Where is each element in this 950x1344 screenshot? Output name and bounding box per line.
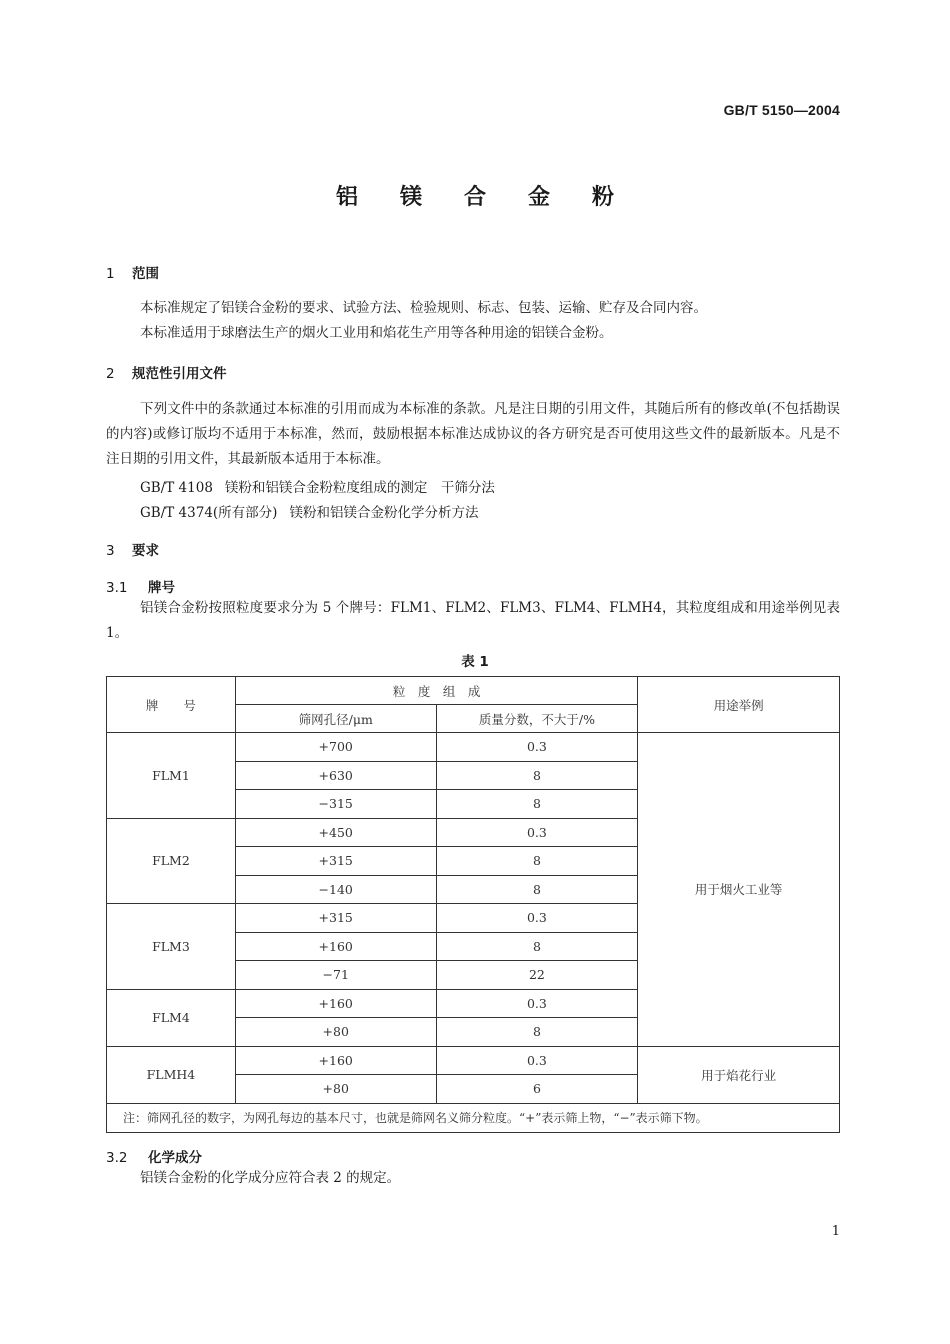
- section-1-paragraph-1: 本标准规定了铝镁合金粉的要求、试验方法、检验规则、标志、包装、运输、贮存及合同内容。: [140, 300, 707, 316]
- section-3-2-paragraph: 铝镁合金粉的化学成分应符合表 2 的规定。: [140, 1170, 401, 1186]
- sieve-cell: +160: [235, 989, 436, 1018]
- sieve-cell: −71: [235, 961, 436, 990]
- mass-cell: 0.3: [436, 818, 638, 847]
- header-sieve: 筛网孔径/μm: [235, 705, 436, 733]
- reference-2: [140, 501, 478, 521]
- grade-cell: FLM1: [107, 733, 236, 819]
- grade-table: [106, 676, 840, 1133]
- sieve-cell: +630: [235, 761, 436, 790]
- sieve-cell: −315: [235, 790, 436, 819]
- mass-cell: 8: [436, 761, 638, 790]
- mass-cell: 8: [436, 790, 638, 819]
- usage-cell: 用于焰花行业: [638, 1046, 840, 1103]
- table-row: [107, 1046, 840, 1075]
- standard-code: GB/T 5150—2004: [723, 102, 840, 118]
- section-number: 3.1: [106, 580, 128, 596]
- section-3-2-heading: [106, 1146, 202, 1166]
- reference-title: 镁粉和铝镁合金粉化学分析方法: [289, 505, 479, 521]
- sieve-cell: +450: [235, 818, 436, 847]
- section-title: 范围: [132, 266, 159, 282]
- mass-cell: 8: [436, 1018, 638, 1047]
- page-number: 1: [831, 1224, 840, 1239]
- section-title: 要求: [132, 543, 159, 559]
- sieve-cell: +80: [235, 1018, 436, 1047]
- section-2-paragraph-1: 下列文件中的条款通过本标准的引用而成为本标准的条款。凡是注日期的引用文件，其随后所有的修改单(不包括勘误的内容)或修订版均不适用于本标准，然而，鼓励根据本标准达成协议的各方研究是否可使用这些文件的最新版本。凡是不注日期的引用文件，其最新版本适用于本标准。: [106, 401, 840, 467]
- mass-cell: 8: [436, 875, 638, 904]
- table-note-row: [107, 1103, 840, 1132]
- section-3-1-paragraph: 铝镁合金粉按照粒度要求分为 5 个牌号：FLM1、FLM2、FLM3、FLM4、FLMH4，其粒度组成和用途举例见表 1。: [106, 600, 840, 641]
- section-2-heading: [106, 362, 227, 382]
- section-1-heading: [106, 262, 159, 282]
- reference-code: GB/T 4374(所有部分): [140, 505, 278, 521]
- sieve-cell: +315: [235, 904, 436, 933]
- reference-title: 镁粉和铝镁合金粉粒度组成的测定 干筛分法: [224, 480, 495, 496]
- section-3-heading: [106, 539, 159, 559]
- document-title: 铝镁合金粉: [335, 185, 656, 210]
- mass-cell: 0.3: [436, 1046, 638, 1075]
- mass-cell: 8: [436, 847, 638, 876]
- sieve-cell: −140: [235, 875, 436, 904]
- mass-cell: 6: [436, 1075, 638, 1104]
- grade-cell: FLM3: [107, 904, 236, 990]
- mass-cell: 0.3: [436, 904, 638, 933]
- section-number: 1: [106, 266, 115, 282]
- section-number: 3.2: [106, 1150, 128, 1166]
- section-1-paragraph-2: 本标准适用于球磨法生产的烟火工业用和焰花生产用等各种用途的铝镁合金粉。: [140, 325, 613, 341]
- section-title: 化学成分: [148, 1150, 202, 1166]
- reference-code: GB/T 4108: [140, 480, 213, 496]
- section-number: 3: [106, 543, 115, 559]
- table-1-caption: 表 1: [461, 654, 489, 670]
- header-mass: 质量分数，不大于/%: [436, 705, 638, 733]
- table-row: [107, 733, 840, 762]
- sieve-cell: +80: [235, 1075, 436, 1104]
- grade-cell: FLMH4: [107, 1046, 236, 1103]
- section-title: 牌号: [148, 580, 175, 596]
- mass-cell: 8: [436, 932, 638, 961]
- usage-cell: 用于烟火工业等: [638, 733, 840, 1047]
- header-grade: 牌 号: [107, 677, 236, 733]
- sieve-cell: +160: [235, 932, 436, 961]
- sieve-cell: +160: [235, 1046, 436, 1075]
- section-title: 规范性引用文件: [132, 366, 227, 382]
- grade-cell: FLM2: [107, 818, 236, 904]
- section-3-1-heading: [106, 576, 175, 596]
- mass-cell: 0.3: [436, 733, 638, 762]
- grade-cell: FLM4: [107, 989, 236, 1046]
- section-number: 2: [106, 366, 115, 382]
- header-usage: 用途举例: [638, 677, 840, 733]
- header-size-group: 粒 度 组 成: [235, 677, 637, 705]
- mass-cell: 22: [436, 961, 638, 990]
- sieve-cell: +700: [235, 733, 436, 762]
- table-note: 注：筛网孔径的数字，为网孔每边的基本尺寸，也就是筛网名义筛分粒度。“+”表示筛上物，“−”表示筛下物。: [107, 1103, 840, 1132]
- sieve-cell: +315: [235, 847, 436, 876]
- reference-1: [140, 476, 495, 496]
- mass-cell: 0.3: [436, 989, 638, 1018]
